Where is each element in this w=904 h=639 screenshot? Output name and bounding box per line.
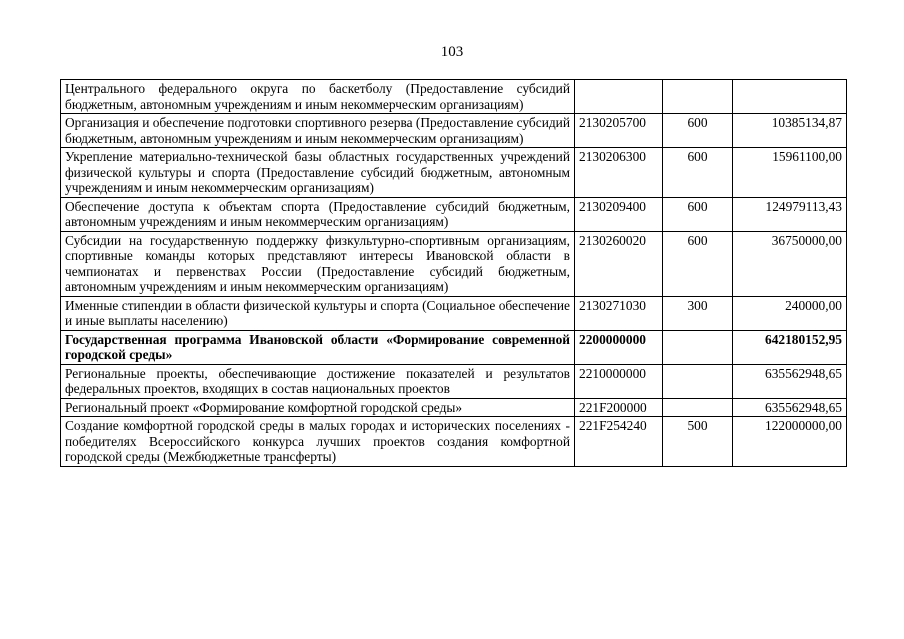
row-code: 2130260020: [575, 231, 663, 296]
row-sum: 124979113,43: [733, 197, 847, 231]
table-row: [61, 364, 847, 398]
row-name: Государственная программа Ивановской области «Формирование современной городской среды»: [61, 330, 575, 364]
row-name: Региональный проект «Формирование комфортной городской среды»: [61, 398, 575, 417]
table-row: [61, 296, 847, 330]
table-row: [61, 231, 847, 296]
row-code: 2130206300: [575, 148, 663, 198]
row-code: 221F200000: [575, 398, 663, 417]
table-row: [61, 114, 847, 148]
row-name: Обеспечение доступа к объектам спорта (Предоставление субсидий бюджетным, автономным учреждениям и иным некоммерческим организациям): [61, 197, 575, 231]
row-name: Создание комфортной городской среды в малых городах и исторических поселениях - победителях Всероссийского конкурса лучших проектов создания комфортной городской среды (Межбюджетные трансферты): [61, 417, 575, 467]
row-sum: 635562948,65: [733, 398, 847, 417]
row-sum: 36750000,00: [733, 231, 847, 296]
row-expense-type: 600: [663, 148, 733, 198]
row-name: Субсидии на государственную поддержку физкультурно-спортивным организациям, спортивные команды которых представляют интересы Ивановской области в чемпионатах и первенствах России (Предоставление субсидий бюджетным, автономным учреждениям и иным некоммерческим организациям): [61, 231, 575, 296]
row-expense-type: 300: [663, 296, 733, 330]
row-expense-type: 600: [663, 114, 733, 148]
row-name: Организация и обеспечение подготовки спортивного резерва (Предоставление субсидий бюджетным, автономным учреждениям и иным некоммерческим организациям): [61, 114, 575, 148]
row-code: 2130205700: [575, 114, 663, 148]
row-code: 2130271030: [575, 296, 663, 330]
row-sum: 240000,00: [733, 296, 847, 330]
row-sum: 10385134,87: [733, 114, 847, 148]
row-expense-type: [663, 398, 733, 417]
row-expense-type: 600: [663, 197, 733, 231]
row-name: Именные стипендии в области физической культуры и спорта (Социальное обеспечение и иные выплаты населению): [61, 296, 575, 330]
row-sum: 122000000,00: [733, 417, 847, 467]
table-row: [61, 80, 847, 114]
row-code: 2200000000: [575, 330, 663, 364]
table-row: [61, 197, 847, 231]
row-name: Укрепление материально-технической базы областных государственных учреждений физической культуры и спорта (Предоставление субсидий бюджетным, автономным учреждениям и иным некоммерческим организациям): [61, 148, 575, 198]
budget-table: [60, 79, 847, 467]
table-row: [61, 417, 847, 467]
table-row: [61, 148, 847, 198]
row-sum: 15961100,00: [733, 148, 847, 198]
row-expense-type: [663, 80, 733, 114]
row-expense-type: 500: [663, 417, 733, 467]
row-name: Региональные проекты, обеспечивающие достижение показателей и результатов федеральных проектов, входящих в состав национальных проектов: [61, 364, 575, 398]
row-code: 221F254240: [575, 417, 663, 467]
row-code: 2210000000: [575, 364, 663, 398]
row-name: Центрального федерального округа по баскетболу (Предоставление субсидий бюджетным, автономным учреждениям и иным некоммерческим организациям): [61, 80, 575, 114]
row-sum: 635562948,65: [733, 364, 847, 398]
table-row: [61, 398, 847, 417]
row-sum: [733, 80, 847, 114]
page-number: 103: [440, 44, 464, 60]
row-code: 2130209400: [575, 197, 663, 231]
row-sum: 642180152,95: [733, 330, 847, 364]
table-row-program: [61, 330, 847, 364]
row-expense-type: 600: [663, 231, 733, 296]
row-expense-type: [663, 330, 733, 364]
row-code: [575, 80, 663, 114]
row-expense-type: [663, 364, 733, 398]
